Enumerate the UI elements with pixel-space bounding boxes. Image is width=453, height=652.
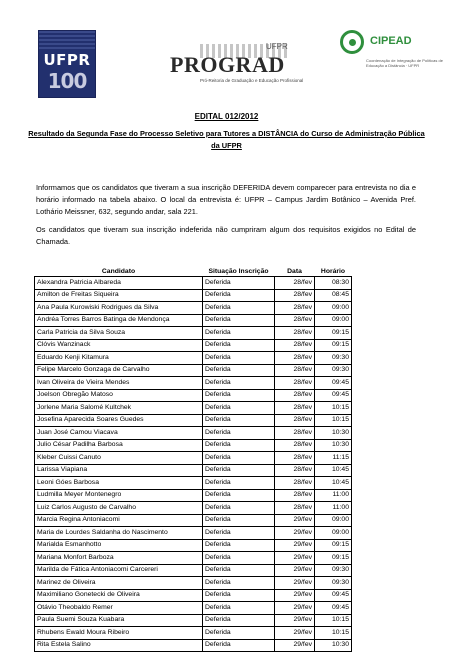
cell-horario: 11:00	[315, 502, 352, 515]
cell-data: 29/fev	[275, 577, 315, 590]
cell-candidato: Carla Patricia da Silva Souza	[35, 327, 203, 340]
cell-candidato: Marinez de Oliveira	[35, 577, 203, 590]
table-row	[35, 427, 352, 440]
cell-data: 29/fev	[275, 639, 315, 652]
cell-candidato: Leoni Góes Barbosa	[35, 477, 203, 490]
cell-situacao: Deferida	[203, 614, 275, 627]
table-row	[35, 502, 352, 515]
cell-situacao: Deferida	[203, 414, 275, 427]
header-situacao: Situação Inscrição	[208, 268, 269, 275]
cell-data: 28/fev	[275, 402, 315, 415]
prograd-ufpr-label: UFPR	[266, 42, 288, 51]
cell-data: 28/fev	[275, 289, 315, 302]
prograd-subtitle: Pró-Reitoria de Graduação e Educação Profissional	[200, 78, 304, 83]
cell-data: 29/fev	[275, 527, 315, 540]
cell-candidato: Paula Suemi Souza Kuabara	[35, 614, 203, 627]
cell-candidato: Jorlene Maria Salomé Kultchek	[35, 402, 203, 415]
cell-horario: 09:15	[315, 552, 352, 565]
cell-candidato: Ana Paula Kurowiski Rodrigues da Silva	[35, 302, 203, 315]
table-row	[35, 552, 352, 565]
cell-candidato: Rita Estela Salino	[35, 639, 203, 652]
table-row	[35, 414, 352, 427]
cell-horario: 11:00	[315, 489, 352, 502]
cell-candidato: Juan José Camou Viacava	[35, 427, 203, 440]
cell-situacao: Deferida	[203, 302, 275, 315]
cell-horario: 09:00	[315, 514, 352, 527]
table-row	[35, 627, 352, 640]
cell-horario: 09:45	[315, 389, 352, 402]
cell-horario: 10:45	[315, 464, 352, 477]
cell-candidato: Rhubens Ewald Moura Ribeiro	[35, 627, 203, 640]
cell-situacao: Deferida	[203, 389, 275, 402]
cell-candidato: Otávio Theobaldo Remer	[35, 602, 203, 615]
table-row	[35, 302, 352, 315]
cell-horario: 09:45	[315, 589, 352, 602]
cell-data: 28/fev	[275, 352, 315, 365]
cell-horario: 09:30	[315, 364, 352, 377]
cell-candidato: Amilton de Freitas Siqueira	[35, 289, 203, 302]
cell-candidato: Josefina Aparecida Soares Guedes	[35, 414, 203, 427]
cell-candidato: Ludmilla Meyer Montenegro	[35, 489, 203, 502]
cell-horario: 09:30	[315, 564, 352, 577]
table-row	[35, 289, 352, 302]
prograd-title: PROGRAD	[170, 52, 285, 77]
cell-horario: 09:15	[315, 327, 352, 340]
table-row	[35, 277, 352, 290]
ufpr-logo-number: 100	[47, 69, 87, 93]
cell-situacao: Deferida	[203, 314, 275, 327]
cell-situacao: Deferida	[203, 439, 275, 452]
cell-horario: 09:00	[315, 527, 352, 540]
cell-data: 29/fev	[275, 627, 315, 640]
cell-situacao: Deferida	[203, 277, 275, 290]
cell-candidato: Kleber Cuissi Canuto	[35, 452, 203, 465]
cell-data: 28/fev	[275, 314, 315, 327]
cell-situacao: Deferida	[203, 402, 275, 415]
cell-candidato: Marcia Regina Antoniacomi	[35, 514, 203, 527]
cell-data: 28/fev	[275, 427, 315, 440]
cell-situacao: Deferida	[203, 377, 275, 390]
table-row	[35, 539, 352, 552]
cipead-name: CIPEAD	[370, 35, 412, 47]
cell-situacao: Deferida	[203, 514, 275, 527]
cell-data: 28/fev	[275, 489, 315, 502]
cell-data: 29/fev	[275, 539, 315, 552]
cell-situacao: Deferida	[203, 364, 275, 377]
cipead-mark-icon	[340, 30, 364, 54]
cell-data: 28/fev	[275, 339, 315, 352]
cell-data: 28/fev	[275, 439, 315, 452]
cell-horario: 09:00	[315, 314, 352, 327]
cell-candidato: Clóvis Wanzinack	[35, 339, 203, 352]
cell-horario: 10:15	[315, 402, 352, 415]
cell-situacao: Deferida	[203, 339, 275, 352]
cell-data: 29/fev	[275, 552, 315, 565]
cell-horario: 11:15	[315, 452, 352, 465]
table-row	[35, 489, 352, 502]
cell-situacao: Deferida	[203, 602, 275, 615]
cell-situacao: Deferida	[203, 527, 275, 540]
cell-candidato: Ivan Oliveira de Vieira Mendes	[35, 377, 203, 390]
cell-data: 28/fev	[275, 414, 315, 427]
table-row	[35, 314, 352, 327]
document-header	[0, 0, 453, 100]
cell-situacao: Deferida	[203, 539, 275, 552]
ufpr-logo-building	[39, 31, 95, 51]
ufpr-100-logo	[38, 30, 96, 98]
cell-data: 28/fev	[275, 377, 315, 390]
cell-horario: 10:30	[315, 639, 352, 652]
cell-horario: 10:30	[315, 427, 352, 440]
cell-horario: 09:15	[315, 339, 352, 352]
cell-situacao: Deferida	[203, 639, 275, 652]
edital-number: EDITAL 012/2012	[194, 112, 259, 121]
cell-candidato: Alexandra Patricia Albareda	[35, 277, 203, 290]
ufpr-logo-word: UFPR	[43, 51, 91, 69]
cell-horario: 10:15	[315, 414, 352, 427]
table-row	[35, 614, 352, 627]
cell-horario: 09:30	[315, 352, 352, 365]
header-data: Data	[287, 268, 302, 275]
cell-candidato: Andréa Torres Barros Batinga de Mendonça	[35, 314, 203, 327]
table-row	[35, 577, 352, 590]
cell-horario: 10:15	[315, 614, 352, 627]
cell-situacao: Deferida	[203, 464, 275, 477]
table-row	[35, 477, 352, 490]
cell-data: 28/fev	[275, 364, 315, 377]
cell-candidato: Mariana Monfort Barboza	[35, 552, 203, 565]
cell-situacao: Deferida	[203, 452, 275, 465]
header-horario: Horário	[320, 268, 346, 275]
table-row	[35, 527, 352, 540]
cell-situacao: Deferida	[203, 577, 275, 590]
table-row	[35, 327, 352, 340]
table-row	[35, 514, 352, 527]
cell-situacao: Deferida	[203, 477, 275, 490]
table-row	[35, 564, 352, 577]
cell-candidato: Maximiliano Gonetecki de Oliveira	[35, 589, 203, 602]
table-row	[35, 364, 352, 377]
cell-data: 29/fev	[275, 602, 315, 615]
document-title: Resultado da Segunda Fase do Processo Seletivo para Tutores a DISTÂNCIA do Curso de Administração Pública da UFPR	[28, 129, 425, 150]
cell-situacao: Deferida	[203, 552, 275, 565]
cell-data: 29/fev	[275, 564, 315, 577]
cell-data: 28/fev	[275, 327, 315, 340]
cell-situacao: Deferida	[203, 289, 275, 302]
cell-horario: 10:45	[315, 477, 352, 490]
table-row	[35, 602, 352, 615]
table-row	[35, 339, 352, 352]
cell-data: 28/fev	[275, 477, 315, 490]
cell-horario: 09:45	[315, 602, 352, 615]
table-row	[35, 452, 352, 465]
cell-situacao: Deferida	[203, 627, 275, 640]
cell-horario: 09:30	[315, 577, 352, 590]
cell-candidato: Larissa Viapiana	[35, 464, 203, 477]
cell-horario: 10:15	[315, 627, 352, 640]
cell-data: 29/fev	[275, 589, 315, 602]
table-row	[35, 439, 352, 452]
cell-candidato: Felipe Marcelo Gonzaga de Carvalho	[35, 364, 203, 377]
cell-horario: 09:00	[315, 302, 352, 315]
table-row	[35, 589, 352, 602]
table-row	[35, 402, 352, 415]
cell-data: 28/fev	[275, 389, 315, 402]
cell-candidato: Luiz Carlos Augusto de Carvalho	[35, 502, 203, 515]
candidates-table	[34, 254, 352, 652]
table-row	[35, 639, 352, 652]
cell-candidato: Marilda de Fática Antoniacomi Carcereri	[35, 564, 203, 577]
cell-data: 28/fev	[275, 502, 315, 515]
table-row	[35, 377, 352, 390]
table-header-row	[35, 254, 352, 277]
cell-horario: 08:30	[315, 277, 352, 290]
cell-data: 29/fev	[275, 614, 315, 627]
cell-data: 28/fev	[275, 277, 315, 290]
cell-horario: 09:45	[315, 377, 352, 390]
cell-candidato: Julio César Padilha Barbosa	[35, 439, 203, 452]
cell-candidato: Eduardo Kenji Kitamura	[35, 352, 203, 365]
cell-candidato: Marialda Esmanhotto	[35, 539, 203, 552]
cell-situacao: Deferida	[203, 327, 275, 340]
cell-horario: 08:45	[315, 289, 352, 302]
table-row	[35, 389, 352, 402]
cell-horario: 10:30	[315, 439, 352, 452]
cipead-description: Coordenação de Integração de Políticas de Educação a Distância · UFPR	[366, 58, 443, 68]
cell-data: 29/fev	[275, 514, 315, 527]
cipead-logo	[340, 30, 443, 80]
cell-situacao: Deferida	[203, 564, 275, 577]
cell-data: 28/fev	[275, 464, 315, 477]
cell-data: 28/fev	[275, 302, 315, 315]
interview-info-paragraph: Informamos que os candidatos que tiveram a sua inscrição DEFERIDA devem comparecer para entrevista no dia e horário informado na tabela abaixo. O local da entrevista é: UFPR – Campus Jardim Botânico – Avenida Pref. Lothário Meissner, 632, segundo andar, sala 221.	[36, 183, 416, 216]
indeferida-info-paragraph: Os candidatos que tiveram sua inscrição indeferida não cumpriram algum dos requisitos exigidos no Edital de Chamada.	[36, 225, 416, 246]
cell-data: 28/fev	[275, 452, 315, 465]
table-row	[35, 352, 352, 365]
prograd-logo	[170, 42, 304, 84]
cell-situacao: Deferida	[203, 589, 275, 602]
cell-candidato: Maria de Lourdes Saldanha do Nascimento	[35, 527, 203, 540]
cell-situacao: Deferida	[203, 352, 275, 365]
cell-situacao: Deferida	[203, 427, 275, 440]
cell-situacao: Deferida	[203, 502, 275, 515]
cell-horario: 09:15	[315, 539, 352, 552]
cell-situacao: Deferida	[203, 489, 275, 502]
table-row	[35, 464, 352, 477]
cell-candidato: Joelson Obregão Matoso	[35, 389, 203, 402]
header-candidato: Candidato	[101, 268, 136, 275]
